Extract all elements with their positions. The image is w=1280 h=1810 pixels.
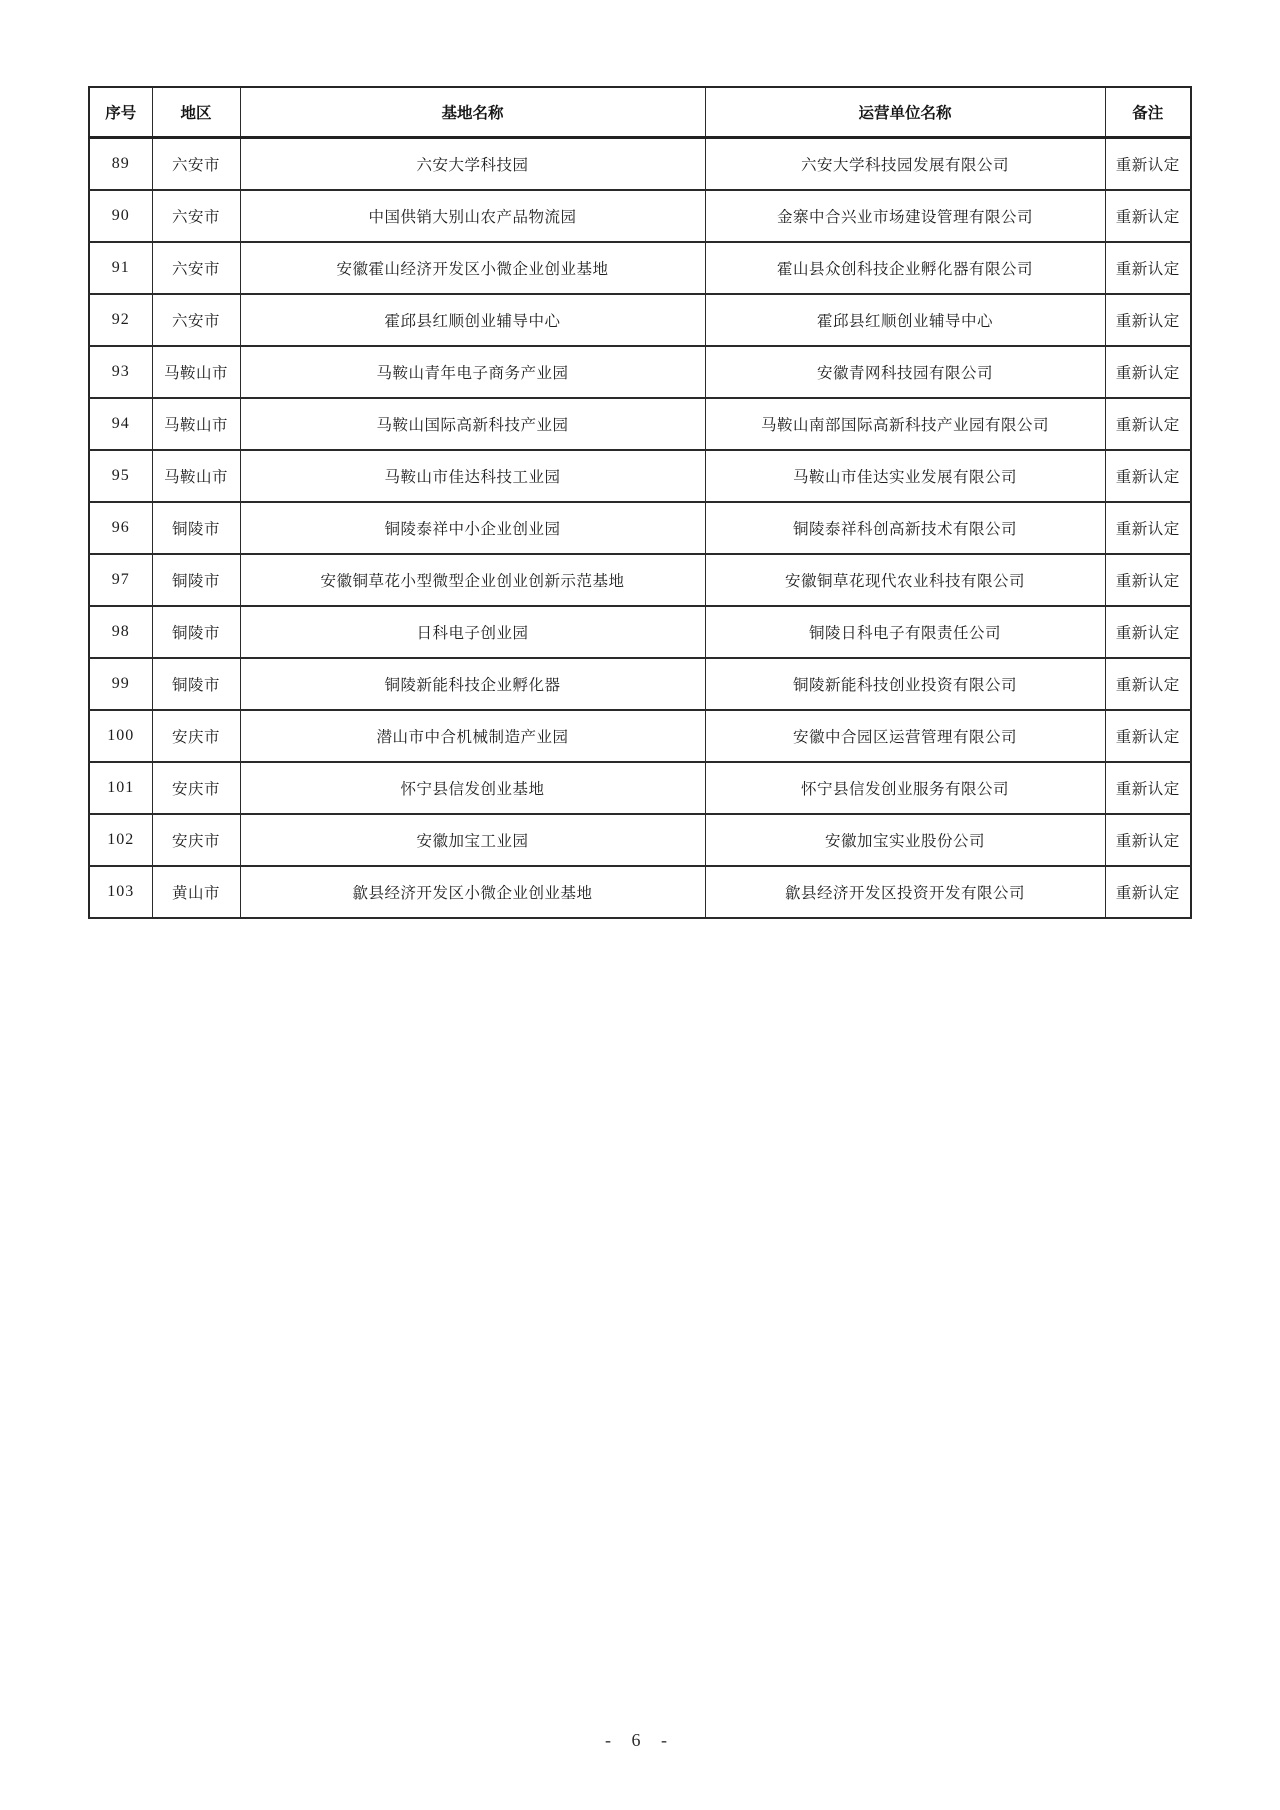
table-cell: 黄山市: [152, 866, 240, 918]
table-cell: 90: [89, 190, 152, 242]
table-cell: 歙县经济开发区投资开发有限公司: [705, 866, 1105, 918]
table-cell: 安徽霍山经济开发区小微企业创业基地: [240, 242, 705, 294]
table-cell: 安徽中合园区运营管理有限公司: [705, 710, 1105, 762]
table-cell: 102: [89, 814, 152, 866]
table-cell: 马鞍山国际高新科技产业园: [240, 398, 705, 450]
table-cell: 马鞍山市佳达实业发展有限公司: [705, 450, 1105, 502]
table-cell: 101: [89, 762, 152, 814]
table-cell: 重新认定: [1105, 450, 1191, 502]
table-cell: 霍邱县红顺创业辅导中心: [240, 294, 705, 346]
table-row: [89, 658, 1191, 710]
table-cell: 霍邱县红顺创业辅导中心: [705, 294, 1105, 346]
table-cell: 安庆市: [152, 710, 240, 762]
table-cell: 重新认定: [1105, 190, 1191, 242]
table-cell: 马鞍山市: [152, 346, 240, 398]
table-cell: 六安市: [152, 294, 240, 346]
table-cell: 马鞍山市: [152, 398, 240, 450]
table-cell: 六安市: [152, 138, 240, 191]
table-cell: 马鞍山青年电子商务产业园: [240, 346, 705, 398]
table-cell: 六安大学科技园发展有限公司: [705, 138, 1105, 191]
table-cell: 中国供销大别山农产品物流园: [240, 190, 705, 242]
table-cell: 重新认定: [1105, 138, 1191, 191]
table-cell: 铜陵市: [152, 658, 240, 710]
table-cell: 怀宁县信发创业基地: [240, 762, 705, 814]
table-row: [89, 242, 1191, 294]
table-cell: 95: [89, 450, 152, 502]
certification-table-container: [88, 86, 1190, 919]
table-cell: 重新认定: [1105, 606, 1191, 658]
header-cell-region: 地区: [152, 87, 240, 138]
table-cell: 91: [89, 242, 152, 294]
table-row: [89, 398, 1191, 450]
table-cell: 94: [89, 398, 152, 450]
table-cell: 重新认定: [1105, 866, 1191, 918]
table-cell: 日科电子创业园: [240, 606, 705, 658]
table-cell: 金寨中合兴业市场建设管理有限公司: [705, 190, 1105, 242]
table-cell: 重新认定: [1105, 242, 1191, 294]
page-number: - 6 -: [605, 1730, 675, 1750]
table-row: [89, 502, 1191, 554]
header-cell-operator: 运营单位名称: [705, 87, 1105, 138]
table-cell: 103: [89, 866, 152, 918]
table-cell: 重新认定: [1105, 398, 1191, 450]
table-cell: 马鞍山市佳达科技工业园: [240, 450, 705, 502]
table-row: [89, 138, 1191, 191]
header-cell-index: 序号: [89, 87, 152, 138]
table-cell: 重新认定: [1105, 346, 1191, 398]
table-cell: 铜陵市: [152, 502, 240, 554]
table-cell: 歙县经济开发区小微企业创业基地: [240, 866, 705, 918]
table-cell: 89: [89, 138, 152, 191]
table-cell: 马鞍山市: [152, 450, 240, 502]
table-cell: 六安大学科技园: [240, 138, 705, 191]
table-cell: 六安市: [152, 190, 240, 242]
table-cell: 安徽青网科技园有限公司: [705, 346, 1105, 398]
table-cell: 铜陵泰祥中小企业创业园: [240, 502, 705, 554]
table-cell: 96: [89, 502, 152, 554]
table-row: [89, 190, 1191, 242]
table-row: [89, 710, 1191, 762]
header-cell-remark: 备注: [1105, 87, 1191, 138]
table-row: [89, 294, 1191, 346]
table-body: [89, 138, 1191, 919]
table-cell: 安徽铜草花小型微型企业创业创新示范基地: [240, 554, 705, 606]
table-cell: 铜陵泰祥科创高新技术有限公司: [705, 502, 1105, 554]
table-row: [89, 606, 1191, 658]
header-row: [89, 87, 1191, 138]
header-cell-base: 基地名称: [240, 87, 705, 138]
table-cell: 98: [89, 606, 152, 658]
table-cell: 重新认定: [1105, 554, 1191, 606]
table-cell: 重新认定: [1105, 814, 1191, 866]
table-cell: 铜陵市: [152, 554, 240, 606]
table-cell: 马鞍山南部国际高新科技产业园有限公司: [705, 398, 1105, 450]
table-cell: 99: [89, 658, 152, 710]
table-row: [89, 450, 1191, 502]
table-row: [89, 814, 1191, 866]
table-cell: 93: [89, 346, 152, 398]
table-cell: 100: [89, 710, 152, 762]
table-cell: 安庆市: [152, 762, 240, 814]
table-cell: 重新认定: [1105, 658, 1191, 710]
table-cell: 92: [89, 294, 152, 346]
table-row: [89, 346, 1191, 398]
table-cell: 铜陵新能科技创业投资有限公司: [705, 658, 1105, 710]
table-row: [89, 554, 1191, 606]
table-cell: 重新认定: [1105, 294, 1191, 346]
table-cell: 安徽加宝工业园: [240, 814, 705, 866]
table-cell: 重新认定: [1105, 710, 1191, 762]
table-cell: 97: [89, 554, 152, 606]
table-row: [89, 866, 1191, 918]
table-cell: 六安市: [152, 242, 240, 294]
table-cell: 安徽加宝实业股份公司: [705, 814, 1105, 866]
table-cell: 霍山县众创科技企业孵化器有限公司: [705, 242, 1105, 294]
table-cell: 重新认定: [1105, 502, 1191, 554]
table-cell: 怀宁县信发创业服务有限公司: [705, 762, 1105, 814]
table-cell: 重新认定: [1105, 762, 1191, 814]
table-cell: 安徽铜草花现代农业科技有限公司: [705, 554, 1105, 606]
table-cell: 安庆市: [152, 814, 240, 866]
table-cell: 铜陵日科电子有限责任公司: [705, 606, 1105, 658]
table-cell: 潜山市中合机械制造产业园: [240, 710, 705, 762]
table-cell: 铜陵新能科技企业孵化器: [240, 658, 705, 710]
table-row: [89, 762, 1191, 814]
certification-table: [88, 86, 1192, 919]
table-cell: 铜陵市: [152, 606, 240, 658]
